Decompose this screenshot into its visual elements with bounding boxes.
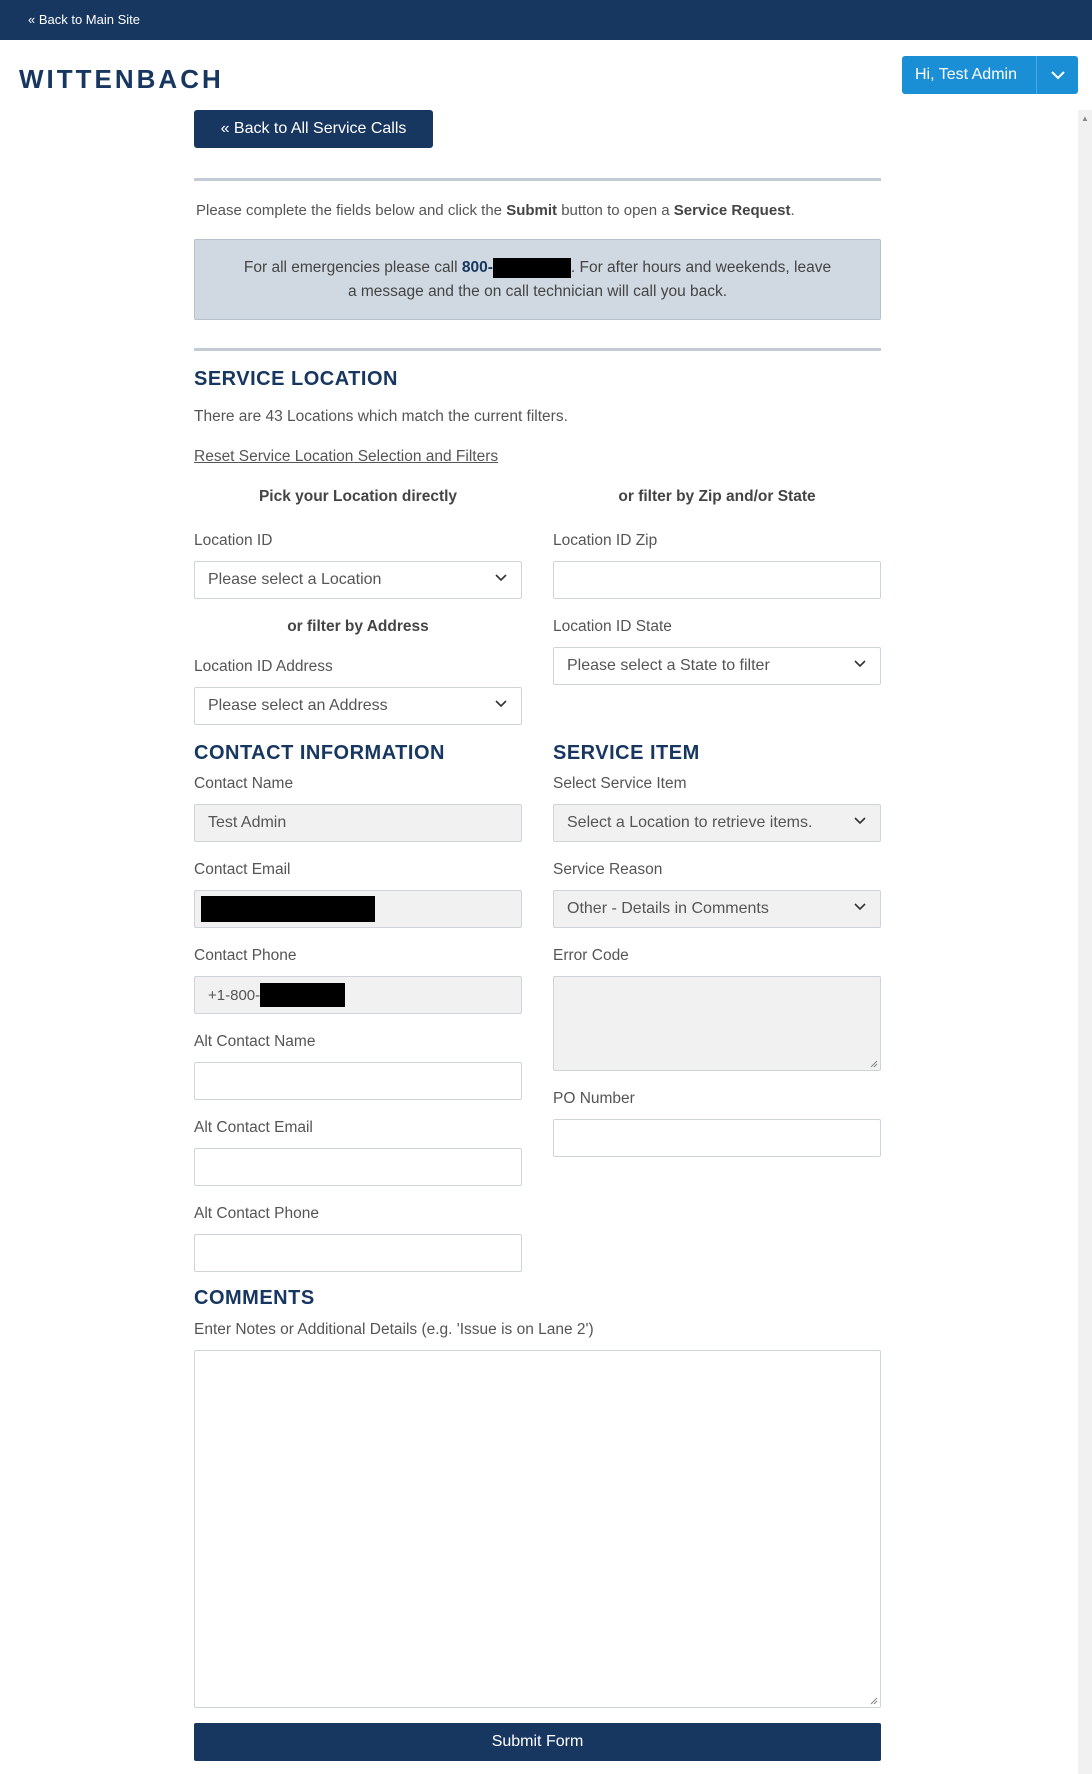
location-address-select[interactable]: Please select an Address [194, 687, 522, 725]
contact-email-label: Contact Email [194, 861, 291, 878]
service-reason-label: Service Reason [553, 861, 663, 878]
alt-contact-email-label: Alt Contact Email [194, 1119, 313, 1136]
location-id-select[interactable]: Please select a Location [194, 561, 522, 599]
contact-name-input[interactable]: Test Admin [194, 804, 522, 842]
filter-address-heading: or filter by Address [287, 618, 429, 635]
comments-title: COMMENTS [194, 1287, 315, 1309]
location-match-count: There are 43 Locations which match the current filters. [194, 408, 568, 425]
contact-phone-input[interactable]: +1-800- [194, 976, 522, 1014]
alt-contact-name-input[interactable] [194, 1062, 522, 1100]
top-bar [0, 0, 1092, 40]
redacted-email [201, 896, 375, 922]
resize-grip-icon[interactable] [869, 1696, 878, 1705]
back-to-main-site-link[interactable]: « Back to Main Site [28, 12, 140, 27]
reset-location-link[interactable]: Reset Service Location Selection and Filters [194, 448, 499, 465]
chevron-down-icon [495, 574, 507, 582]
po-number-label: PO Number [553, 1090, 635, 1107]
filter-zip-state-heading: or filter by Zip and/or State [618, 488, 816, 505]
alt-contact-email-input[interactable] [194, 1148, 522, 1186]
location-zip-label: Location ID Zip [553, 532, 658, 549]
location-address-label: Location ID Address [194, 658, 333, 675]
chevron-down-icon [854, 817, 866, 825]
contact-phone-label: Contact Phone [194, 947, 297, 964]
po-number-input[interactable] [553, 1119, 881, 1157]
error-code-textarea[interactable] [553, 976, 881, 1071]
service-item-select[interactable]: Select a Location to retrieve items. [553, 804, 881, 842]
back-to-all-service-calls-button[interactable]: « Back to All Service Calls [194, 110, 433, 148]
user-menu-button[interactable] [902, 56, 1078, 94]
location-state-label: Location ID State [553, 618, 672, 635]
submit-form-button[interactable]: Submit Form [194, 1723, 881, 1761]
alt-contact-phone-input[interactable] [194, 1234, 522, 1272]
error-code-label: Error Code [553, 947, 629, 964]
contact-name-label: Contact Name [194, 775, 294, 792]
location-state-select[interactable]: Please select a State to filter [553, 647, 881, 685]
comments-hint: Enter Notes or Additional Details (e.g. 'Issue is on Lane 2') [194, 1321, 594, 1338]
pick-location-heading: Pick your Location directly [258, 488, 458, 505]
service-item-label: Select Service Item [553, 775, 687, 792]
resize-grip-icon[interactable] [869, 1059, 878, 1068]
contact-email-input[interactable] [194, 890, 522, 928]
location-zip-input[interactable] [553, 561, 881, 599]
user-greeting: Hi, Test Admin [915, 66, 1017, 83]
alt-contact-phone-label: Alt Contact Phone [194, 1205, 319, 1222]
chevron-down-icon [854, 660, 866, 668]
emergency-notice: For all emergencies please call 800- . For after hours and weekends, leave a message and the on call technician will call you back. [194, 239, 881, 320]
intro-text: Please complete the fields below and click the Submit button to open a Service Request. [196, 202, 795, 219]
redacted-phone [493, 258, 571, 278]
location-id-label: Location ID [194, 532, 273, 549]
site-header [0, 40, 1092, 110]
divider [194, 178, 881, 181]
emergency-phone: 800- [461, 259, 493, 276]
wittenbach-logo[interactable]: WITTENBACH [19, 64, 224, 94]
redacted-phone [260, 983, 345, 1007]
service-reason-select[interactable]: Other - Details in Comments [553, 890, 881, 928]
divider [194, 348, 881, 351]
comments-textarea[interactable] [194, 1350, 881, 1708]
chevron-down-icon [495, 700, 507, 708]
page-scrollbar[interactable] [1078, 110, 1092, 1774]
contact-information-title: CONTACT INFORMATION [194, 742, 445, 764]
alt-contact-name-label: Alt Contact Name [194, 1033, 316, 1050]
chevron-down-icon[interactable] [1036, 56, 1078, 94]
chevron-down-icon [854, 903, 866, 911]
scroll-up-arrow-icon[interactable]: ▲ [1081, 114, 1089, 123]
service-item-title: SERVICE ITEM [553, 742, 700, 764]
service-location-title: SERVICE LOCATION [194, 368, 398, 390]
